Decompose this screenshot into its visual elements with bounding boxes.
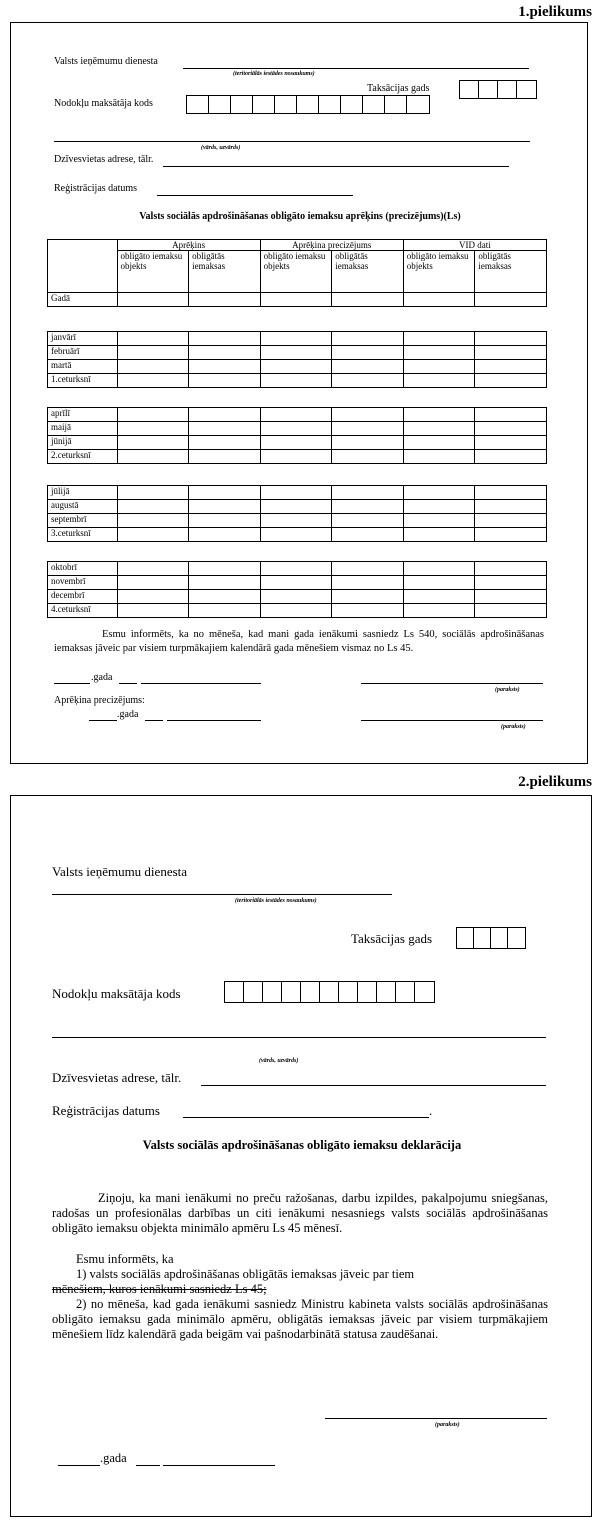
- cell[interactable]: [475, 408, 547, 422]
- tax-year-label: Taksācijas gads: [351, 931, 433, 946]
- cell[interactable]: [403, 604, 475, 618]
- signature-input[interactable]: [361, 683, 543, 684]
- quarter-table-3: [47, 485, 547, 542]
- taxpayer-code-boxes[interactable]: [186, 95, 430, 114]
- annex2-title: Valsts sociālās apdrošināšanas obligāto iemaksu deklarācija: [142, 1138, 462, 1152]
- cell[interactable]: [403, 374, 475, 388]
- cell[interactable]: [332, 500, 404, 514]
- cell[interactable]: [403, 436, 475, 450]
- cell[interactable]: [189, 422, 261, 436]
- cell[interactable]: [403, 360, 475, 374]
- col-group-calc: Aprēķins: [117, 240, 260, 251]
- office-label: Valsts ieņēmumu dienesta: [52, 864, 188, 879]
- name-caption: (vārds, uzvārds): [259, 1058, 299, 1064]
- annex2-form: [10, 795, 592, 1517]
- cell[interactable]: [475, 528, 547, 542]
- cell[interactable]: [475, 436, 547, 450]
- cell[interactable]: [475, 374, 547, 388]
- revision-signature-caption: (paraksts): [501, 724, 526, 730]
- cell[interactable]: [260, 486, 332, 500]
- cell[interactable]: [189, 332, 261, 346]
- signature-caption: (paraksts): [495, 687, 520, 693]
- signature-caption: (paraksts): [435, 1422, 460, 1428]
- sub-col-payments: obligātās iemaksas: [332, 251, 404, 293]
- cell[interactable]: [332, 360, 404, 374]
- signature-input[interactable]: [325, 1418, 547, 1419]
- cell[interactable]: [475, 346, 547, 360]
- cell[interactable]: [475, 332, 547, 346]
- cell[interactable]: [332, 562, 404, 576]
- date-label: .gada: [100, 1451, 127, 1465]
- cell[interactable]: [403, 346, 475, 360]
- year-cell[interactable]: [332, 293, 404, 307]
- annex1-form: [10, 22, 588, 764]
- cell[interactable]: [189, 500, 261, 514]
- sub-col-payments: obligātās iemaksas: [189, 251, 261, 293]
- quarter-label: 4.ceturksnī: [48, 604, 118, 618]
- tax-year-boxes[interactable]: [459, 80, 537, 99]
- name-input[interactable]: [54, 141, 530, 142]
- annex1-notice: Esmu informēts, ka no mēneša, kad mani gada ienākumi sasniedz Ls 540, sociālās apdrošināšanas iemaksas jāveic par visiem turpmākajiem kalendārā gada mēnešiem vismaz no Ls 45.: [54, 629, 544, 654]
- cell[interactable]: [189, 486, 261, 500]
- sub-col-object: obligāto iemaksu objekts: [403, 251, 475, 293]
- cell[interactable]: [403, 528, 475, 542]
- revision-date-month-input[interactable]: [145, 720, 163, 721]
- cell[interactable]: [260, 360, 332, 374]
- tax-year-label: Taksācijas gads: [367, 83, 430, 94]
- declaration-para-1: Ziņoju, ka mani ienākumi no preču ražošanas, darbu izpildes, pakalpojumu sniegšanas, radošas un profesionālas darbības un citi ienākumi nesasniegs valsts sociālās apdrošināšanas obligāto iemaksu objekta minimālo apmēru Ls 45 mēnesī.: [52, 1191, 548, 1235]
- cell[interactable]: [475, 486, 547, 500]
- office-label: Valsts ieņēmumu dienesta: [54, 56, 158, 67]
- cell[interactable]: [403, 576, 475, 590]
- address-label: Dzīvesvietas adrese, tālr.: [52, 1070, 182, 1085]
- cell[interactable]: [403, 450, 475, 464]
- col-group-revision: Aprēķina precizējums: [260, 240, 403, 251]
- cell[interactable]: [475, 562, 547, 576]
- taxpayer-code-label: Nodokļu maksātāja kods: [54, 98, 153, 109]
- declaration-para-3b: mēnešiem, kuros ienākumi sasniedz Ls 45;: [52, 1282, 267, 1296]
- cell[interactable]: [332, 422, 404, 436]
- cell[interactable]: [117, 500, 189, 514]
- office-caption: (teritoriālās iestādes nosaukums): [233, 71, 315, 77]
- date-month-input[interactable]: [136, 1465, 160, 1466]
- cell[interactable]: [189, 360, 261, 374]
- revision-signature-input[interactable]: [361, 720, 543, 721]
- year-cell[interactable]: [475, 293, 547, 307]
- cell[interactable]: [260, 562, 332, 576]
- month-label: maijā: [48, 422, 118, 436]
- month-label: martā: [48, 360, 118, 374]
- month-label: jūnijā: [48, 436, 118, 450]
- cell[interactable]: [117, 360, 189, 374]
- date-label: .gada: [91, 672, 113, 683]
- office-caption: (teritoriālās iestādes nosaukums): [235, 898, 317, 904]
- cell[interactable]: [403, 500, 475, 514]
- cell[interactable]: [117, 436, 189, 450]
- year-cell[interactable]: [403, 293, 475, 307]
- year-row-label: Gadā: [48, 293, 118, 307]
- cell[interactable]: [332, 374, 404, 388]
- cell[interactable]: [189, 408, 261, 422]
- cell[interactable]: [403, 408, 475, 422]
- declaration-para-2: Esmu informēts, ka: [76, 1252, 174, 1266]
- sub-col-object: obligāto iemaksu objekts: [117, 251, 189, 293]
- date-rest-input[interactable]: [141, 683, 261, 684]
- month-label: oktobrī: [48, 562, 118, 576]
- month-label: novembrī: [48, 576, 118, 590]
- cell[interactable]: [260, 346, 332, 360]
- cell[interactable]: [117, 346, 189, 360]
- quarter-table-1: [47, 331, 547, 388]
- cell[interactable]: [117, 422, 189, 436]
- col-group-vid: VID dati: [403, 240, 546, 251]
- registration-period: .: [429, 1103, 433, 1118]
- cell[interactable]: [189, 590, 261, 604]
- date-rest-input[interactable]: [163, 1465, 275, 1466]
- cell[interactable]: [117, 576, 189, 590]
- date-month-input[interactable]: [119, 683, 137, 684]
- cell[interactable]: [475, 604, 547, 618]
- office-input[interactable]: [52, 894, 392, 895]
- month-label: februārī: [48, 346, 118, 360]
- cell[interactable]: [403, 422, 475, 436]
- cell[interactable]: [475, 500, 547, 514]
- cell[interactable]: [475, 422, 547, 436]
- cell[interactable]: [332, 436, 404, 450]
- cell[interactable]: [117, 528, 189, 542]
- cell[interactable]: [475, 360, 547, 374]
- cell[interactable]: [260, 408, 332, 422]
- quarter-label: 1.ceturksnī: [48, 374, 118, 388]
- date-day-input[interactable]: [58, 1465, 100, 1466]
- cell[interactable]: [475, 514, 547, 528]
- registration-input[interactable]: [157, 195, 353, 196]
- cell[interactable]: [189, 562, 261, 576]
- cell[interactable]: [260, 422, 332, 436]
- cell[interactable]: [260, 604, 332, 618]
- cell[interactable]: [189, 576, 261, 590]
- quarter-label: 2.ceturksnī: [48, 450, 118, 464]
- cell[interactable]: [403, 486, 475, 500]
- cell[interactable]: [475, 450, 547, 464]
- cell[interactable]: [475, 590, 547, 604]
- cell[interactable]: [260, 450, 332, 464]
- cell[interactable]: [260, 514, 332, 528]
- cell[interactable]: [117, 332, 189, 346]
- sub-col-object: obligāto iemaksu objekts: [260, 251, 332, 293]
- cell[interactable]: [117, 408, 189, 422]
- cell[interactable]: [117, 486, 189, 500]
- cell[interactable]: [117, 604, 189, 618]
- month-label: janvārī: [48, 332, 118, 346]
- cell[interactable]: [260, 500, 332, 514]
- cell[interactable]: [117, 514, 189, 528]
- registration-label: Reģistrācijas datums: [54, 183, 138, 194]
- declaration-para-3a: 1) valsts sociālās apdrošināšanas obligātās iemaksas jāveic par tiem: [76, 1267, 415, 1281]
- revision-date-day-input[interactable]: [89, 720, 117, 721]
- quarter-label: 3.ceturksnī: [48, 528, 118, 542]
- registration-input[interactable]: [183, 1117, 429, 1118]
- cell[interactable]: [260, 590, 332, 604]
- office-input[interactable]: [183, 68, 529, 69]
- annex1-heading: 1.pielikums: [518, 4, 592, 20]
- cell[interactable]: [332, 486, 404, 500]
- cell[interactable]: [403, 590, 475, 604]
- revision-date-rest-input[interactable]: [167, 720, 261, 721]
- cell[interactable]: [332, 590, 404, 604]
- cell[interactable]: [189, 450, 261, 464]
- year-cell[interactable]: [189, 293, 261, 307]
- cell[interactable]: [117, 562, 189, 576]
- month-label: aprīlī: [48, 408, 118, 422]
- cell[interactable]: [260, 374, 332, 388]
- taxpayer-code-label: Nodokļu maksātāja kods: [52, 986, 181, 1001]
- cell[interactable]: [332, 576, 404, 590]
- tax-year-boxes[interactable]: [456, 927, 526, 949]
- address-input[interactable]: [201, 1085, 546, 1086]
- cell[interactable]: [260, 332, 332, 346]
- address-input[interactable]: [163, 166, 509, 167]
- cell[interactable]: [189, 514, 261, 528]
- taxpayer-code-boxes[interactable]: [224, 981, 435, 1003]
- cell[interactable]: [260, 528, 332, 542]
- cell[interactable]: [332, 346, 404, 360]
- cell[interactable]: [117, 450, 189, 464]
- month-label: decembrī: [48, 590, 118, 604]
- cell[interactable]: [332, 604, 404, 618]
- annex2-heading: 2.pielikums: [518, 774, 592, 790]
- cell[interactable]: [189, 374, 261, 388]
- cell[interactable]: [332, 514, 404, 528]
- quarter-table-4: [47, 561, 547, 618]
- calc-header-table: [47, 239, 547, 307]
- registration-label: Reģistrācijas datums: [52, 1103, 160, 1118]
- revision-date-label: .gada: [117, 709, 139, 720]
- name-caption: (vārds, uzvārds): [201, 145, 241, 151]
- month-label: augustā: [48, 500, 118, 514]
- cell[interactable]: [189, 346, 261, 360]
- year-cell[interactable]: [117, 293, 189, 307]
- cell[interactable]: [403, 562, 475, 576]
- cell[interactable]: [189, 604, 261, 618]
- year-cell[interactable]: [260, 293, 332, 307]
- cell[interactable]: [117, 590, 189, 604]
- month-label: jūlijā: [48, 486, 118, 500]
- cell[interactable]: [332, 450, 404, 464]
- quarter-table-2: [47, 407, 547, 464]
- cell[interactable]: [189, 528, 261, 542]
- cell[interactable]: [403, 332, 475, 346]
- revision-label: Aprēķina precizējums:: [54, 695, 145, 706]
- name-input[interactable]: [52, 1037, 546, 1038]
- declaration-para-4: 2) no mēneša, kad gada ienākumi sasniedz Ministru kabineta valsts sociālās apdrošināšanas obligāto iemaksu gada minimālo apmēru, obligātās iemaksas jāveic par visiem turpmākajiem mēnešiem līdz kalendārā gada beigām vai pašnodarbinātā statusa zaudēšanai.: [52, 1297, 548, 1341]
- cell[interactable]: [332, 408, 404, 422]
- sub-col-payments: obligātās iemaksas: [475, 251, 547, 293]
- cell[interactable]: [189, 436, 261, 450]
- annex1-title: Valsts sociālās apdrošināšanas obligāto iemaksu aprēķins (precizējums)(Ls): [139, 211, 461, 222]
- cell[interactable]: [332, 332, 404, 346]
- cell[interactable]: [475, 576, 547, 590]
- cell[interactable]: [117, 374, 189, 388]
- cell[interactable]: [260, 436, 332, 450]
- address-label: Dzīvesvietas adrese, tālr.: [54, 154, 154, 165]
- cell[interactable]: [260, 576, 332, 590]
- month-label: septembrī: [48, 514, 118, 528]
- cell[interactable]: [403, 514, 475, 528]
- cell[interactable]: [332, 528, 404, 542]
- date-day-input[interactable]: [54, 683, 90, 684]
